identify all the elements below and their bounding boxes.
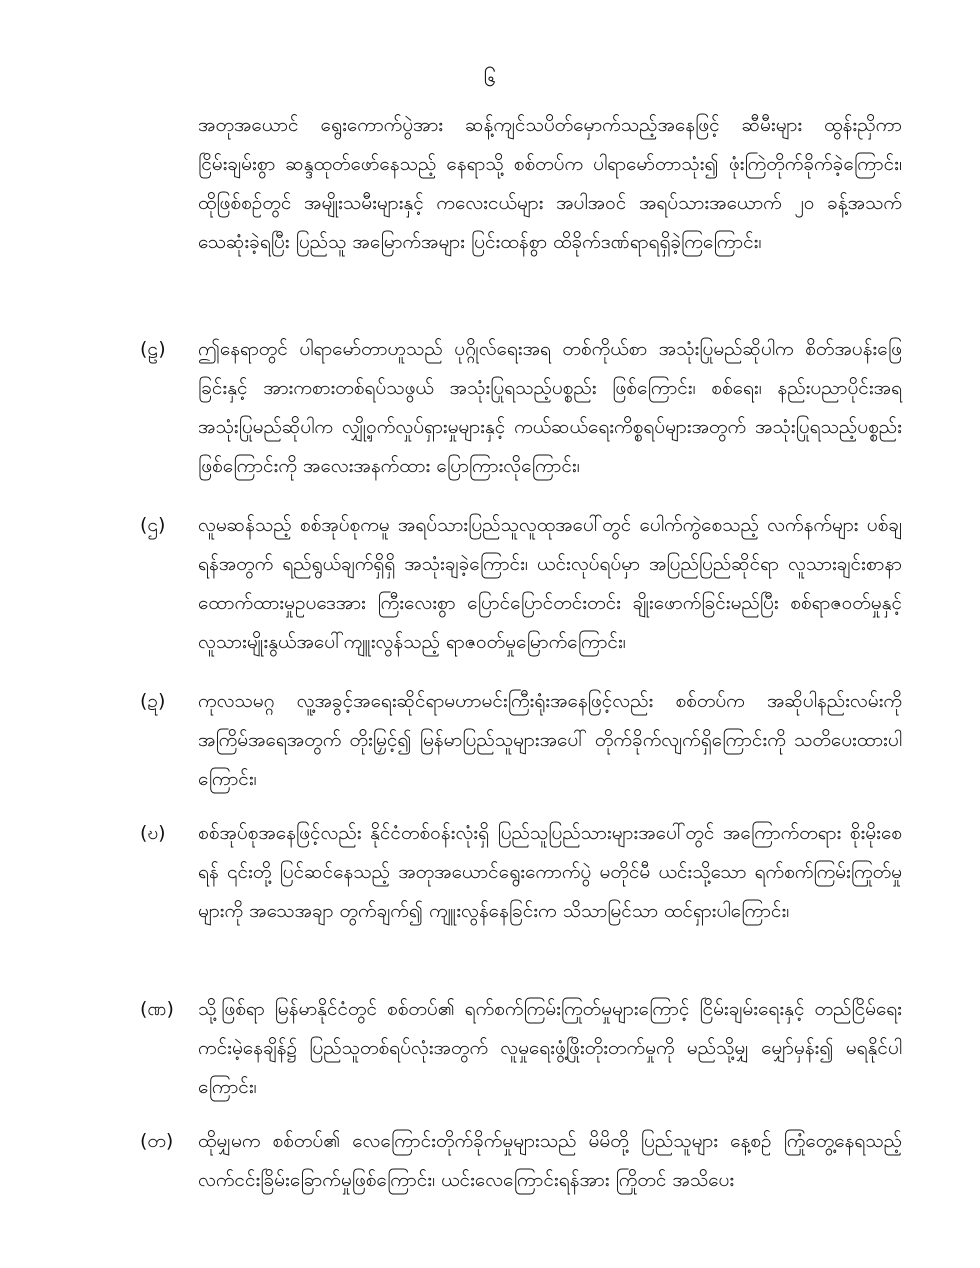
item-text: သို့ဖြစ်ရာ မြန်မာနိုင်ငံတွင် စစ်တပ်၏ ရက်စက်ကြမ်းကြုတ်မှုများကြောင့် ငြိမ်းချမ်းရေးနှင့် တည်ငြိမ်ရေး ကင်းမဲ့နေချိန်၌ ပြည်သူတစ်ရပ်လုံးအတွက် လူမှုရေးဖွံ့ဖြိုးတိုးတက်မှုကို မည်သို့မျှ မျှော်မှန်း၍ မရနိုင်ပါကြောင်း၊ xyxy=(198,998,902,1098)
item-label: (တ) xyxy=(140,1130,174,1152)
item-label: (ဏ) xyxy=(140,998,174,1020)
item-text: ကုလသမဂ္ဂ လူ့အခွင့်အရေးဆိုင်ရာမဟာမင်းကြီးရုံးအနေဖြင့်လည်း စစ်တပ်က အဆိုပါနည်းလမ်းကို အကြိမ်အရေအတွက် တိုးမြှင့်၍ မြန်မာပြည်သူများအပေါ် တိုက်ခိုက်လျက်ရှိကြောင်းကို သတိပေးထားပါကြောင်း၊ xyxy=(198,690,902,790)
item-label: (ဎ) xyxy=(140,822,166,844)
item-text: ထိုမျှမက စစ်တပ်၏ လေကြောင်းတိုက်ခိုက်မှုများသည် မိမိတို့ ပြည်သူများ နေ့စဉ် ကြုံတွေ့နေရသည့် လက်ငင်းခြိမ်းခြောက်မှုဖြစ်ကြောင်း၊ ယင်းလေကြောင်းရန်အား ကြိုတင် အသိပေး xyxy=(198,1130,902,1191)
item-label: (ဌ) xyxy=(140,514,166,536)
item-text: ဤနေရာတွင် ပါရာမော်တာဟူသည် ပုဂ္ဂိုလ်ရေးအရ တစ်ကိုယ်စာ အသုံးပြုမည်ဆိုပါက စိတ်အပန်းဖြေခြင်းနှင့် အားကစားတစ်ရပ်သဖွယ် အသုံးပြုရသည့်ပစ္စည်း ဖြစ်ကြောင်း၊ စစ်ရေး၊ နည်းပညာပိုင်းအရ အသုံးပြုမည်ဆိုပါက လျှို့ဝှက်လှုပ်ရှားမှုများနှင့် ကယ်ဆယ်ရေးကိစ္စရပ်များအတွက် အသုံးပြုရသည့်ပစ္စည်းဖြစ်ကြောင်းကို အလေးအနက်ထား ပြောကြားလိုကြောင်း၊ xyxy=(198,338,902,477)
item-text: လူမဆန်သည့် စစ်အုပ်စုကမူ အရပ်သားပြည်သူလူထုအပေါ်တွင် ပေါက်ကွဲစေသည့် လက်နက်များ ပစ်ချရန်အတွက် ရည်ရွယ်ချက်ရှိရှိ အသုံးချခဲ့ကြောင်း၊ ယင်းလုပ်ရပ်မှာ အပြည်ပြည်ဆိုင်ရာ လူသားချင်းစာနာထောက်ထားမှုဥပဒေအား ကြီးလေးစွာ ပြောင်ပြောင်တင်းတင်း ချိုးဖောက်ခြင်းမည်ပြီး စစ်ရာဇဝတ်မှုနှင့် လူသားမျိုးနွယ်အပေါ်ကျူးလွန်သည့် ရာဇဝတ်မှုမြောက်ကြောင်း၊ xyxy=(198,514,902,653)
page-number: ၆ xyxy=(483,67,497,92)
item-label: (ဠ) xyxy=(140,338,166,360)
item-label: (ဍ) xyxy=(140,690,166,712)
item-text: စစ်အုပ်စုအနေဖြင့်လည်း နိုင်ငံတစ်ဝန်းလုံးရှိ ပြည်သူပြည်သားများအပေါ်တွင် အကြောက်တရား စိုးမိုးစေရန် ၎င်းတို့ ပြင်ဆင်နေသည့် အတုအယောင်ရွေးကောက်ပွဲ မတိုင်မီ ယင်းသို့သော ရက်စက်ကြမ်းကြုတ်မှုများကို အသေအချာ တွက်ချက်၍ ကျူးလွန်နေခြင်းက သိသာမြင်သာ ထင်ရှားပါကြောင်း၊ xyxy=(198,822,902,922)
intro-paragraph: အတုအယောင် ရွေးကောက်ပွဲအား ဆန့်ကျင်သပိတ်မှောက်သည့်အနေဖြင့် ဆီမီးများ ထွန်းညှိကာ ငြိမ်းချမ်းစွာ ဆန္ဒထုတ်ဖော်နေသည့် နေရာသို့ စစ်တပ်က ပါရာမော်တာသုံး၍ ဖုံးကြဲတိုက်ခိုက်ခဲ့ကြောင်း၊ ထိုဖြစ်စဉ်တွင် အမျိုးသမီးများနှင့် ကလေးငယ်များ အပါအဝင် အရပ်သားအယောက် ၂၀ ခန့်အသက်သေဆုံးခဲ့ရပြီး ပြည်သူ အမြောက်အများ ပြင်းထန်စွာ ထိခိုက်ဒဏ်ရာရရှိခဲ့ကြကြောင်း၊ xyxy=(198,114,902,253)
